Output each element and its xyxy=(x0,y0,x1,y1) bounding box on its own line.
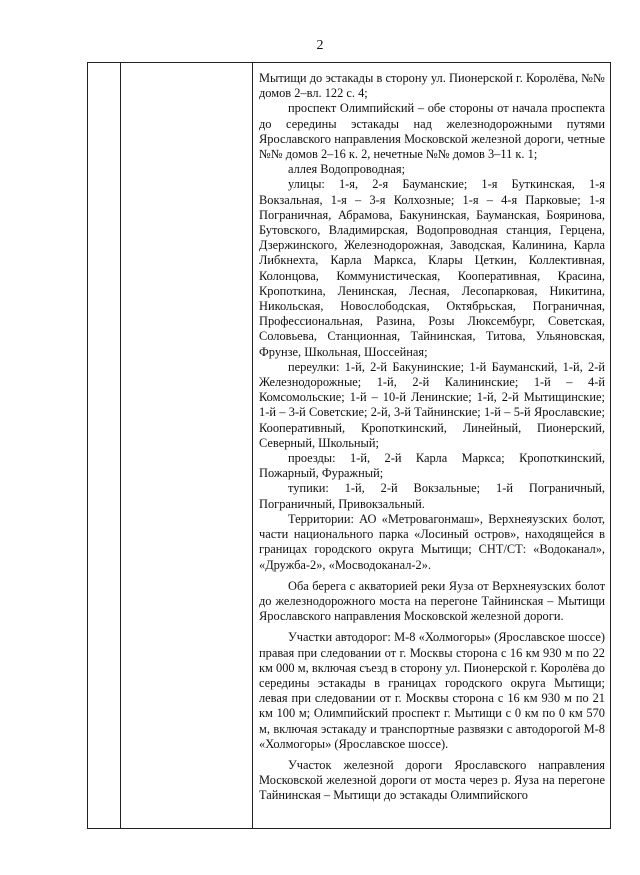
paragraph: аллея Водопроводная; xyxy=(288,162,406,177)
paragraph: проезды: 1-й, 2-й Карла Маркса; Кропоткинский, Пожарный, Фуражный; xyxy=(259,451,605,481)
paragraph: тупики: 1-й, 2-й Вокзальные; 1-й Пограничный, Пограничный, Привокзальный. xyxy=(259,481,605,511)
document-table xyxy=(87,62,611,829)
paragraph: Участок железной дороги Ярославского направления Московской железной дороги от моста через р. Яуза на перегоне Тайнинская – Мытищи до эстакады Олимпийского xyxy=(259,757,605,803)
paragraph: Мытищи до эстакады в сторону ул. Пионерской г. Королёва, №№ домов 2–вл. 122 с. 4; xyxy=(259,71,605,101)
paragraph: Участки автодорог: М-8 «Холмогоры» (Ярославское шоссе) правая при следовании от г. Москвы сторона с 16 км 930 м по 22 км 000 м, включая съезд в сторону ул. Пионерской г. Королёва до середины эстакады в границах городского округа Мытищи; левая при следовании от г. Москвы сторона с 16 км 930 м по 21 км 100 м; Олимпийский проспект г. Мытищи с 0 км по 0 км 570 м, включая эстакаду и транспортные развязки с автодорогой М-8 «Холмогоры» (Ярославское шоссе). xyxy=(259,630,605,751)
table-cell-name xyxy=(121,63,253,829)
table-row xyxy=(88,63,611,829)
paragraph: Территории: АО «Метровагонмаш», Верхнеяузских болот, части национального парка «Лосиный остров», находящейся в границах городского округа Мытищи; СНТ/СТ: «Водоканал», «Дружба-2», «Мосводоканал-2». xyxy=(259,511,605,572)
page-number: 2 xyxy=(316,38,324,53)
paragraph: улицы: 1-я, 2-я Бауманские; 1-я Буткинская, 1-я Вокзальная, 1-я – 3-я Колхозные; 1-я – 4-я Парковые; 1-я Пограничная, Абрамова, Бакунинская, Бауманская, Бояринова, Бутовского, Владимирская, Водопроводная станция, Герцена, Дзержинского, Железнодорожная, Заводская, Калинина, Карла Либкнехта, Карла Маркса, Клары Цеткин, Коллективная, Колонцова, Коммунистическая, Кооперативная, Красина, Кропоткина, Ленинская, Лесная, Лесопарковая, Никитина, Никольская, Новослободская, Октябрьская, Пограничная, Профессиональная, Разина, Розы Люксембург, Советская, Соловьева, Станционная, Тайнинская, Титова, Ульяновская, Фрунзе, Школьная, Шоссейная; xyxy=(259,177,605,359)
paragraph: Оба берега с акваторией реки Яуза от Верхнеяузских болот до железнодорожного моста на перегоне Тайнинская – Мытищи Ярославского направления Московской железной дороги. xyxy=(259,578,605,624)
paragraph: проспект Олимпийский – обе стороны от начала проспекта до середины эстакады над железнодорожными путями Ярославского направления Московской железной дороги, четные №№ домов 2–16 к. 2, нечетные №№ домов 3–11 к. 1; xyxy=(259,101,605,162)
table-cell-description xyxy=(253,63,611,829)
table-cell-number xyxy=(88,63,121,829)
paragraph: переулки: 1-й, 2-й Бакунинские; 1-й Бауманский, 1-й, 2-й Железнодорожные; 1-й, 2-й Калининские; 1-й – 4-й Комсомольские; 1-й – 10-й Ленинские; 1-й, 2-й Мытищинские; 1-й – 3-й Советские; 2-й, 3-й Тайнинские; 1-й – 5-й Ярославские; Кооперативный, Кропоткинский, Линейный, Пионерский, Северный, Школьный; xyxy=(259,359,605,450)
